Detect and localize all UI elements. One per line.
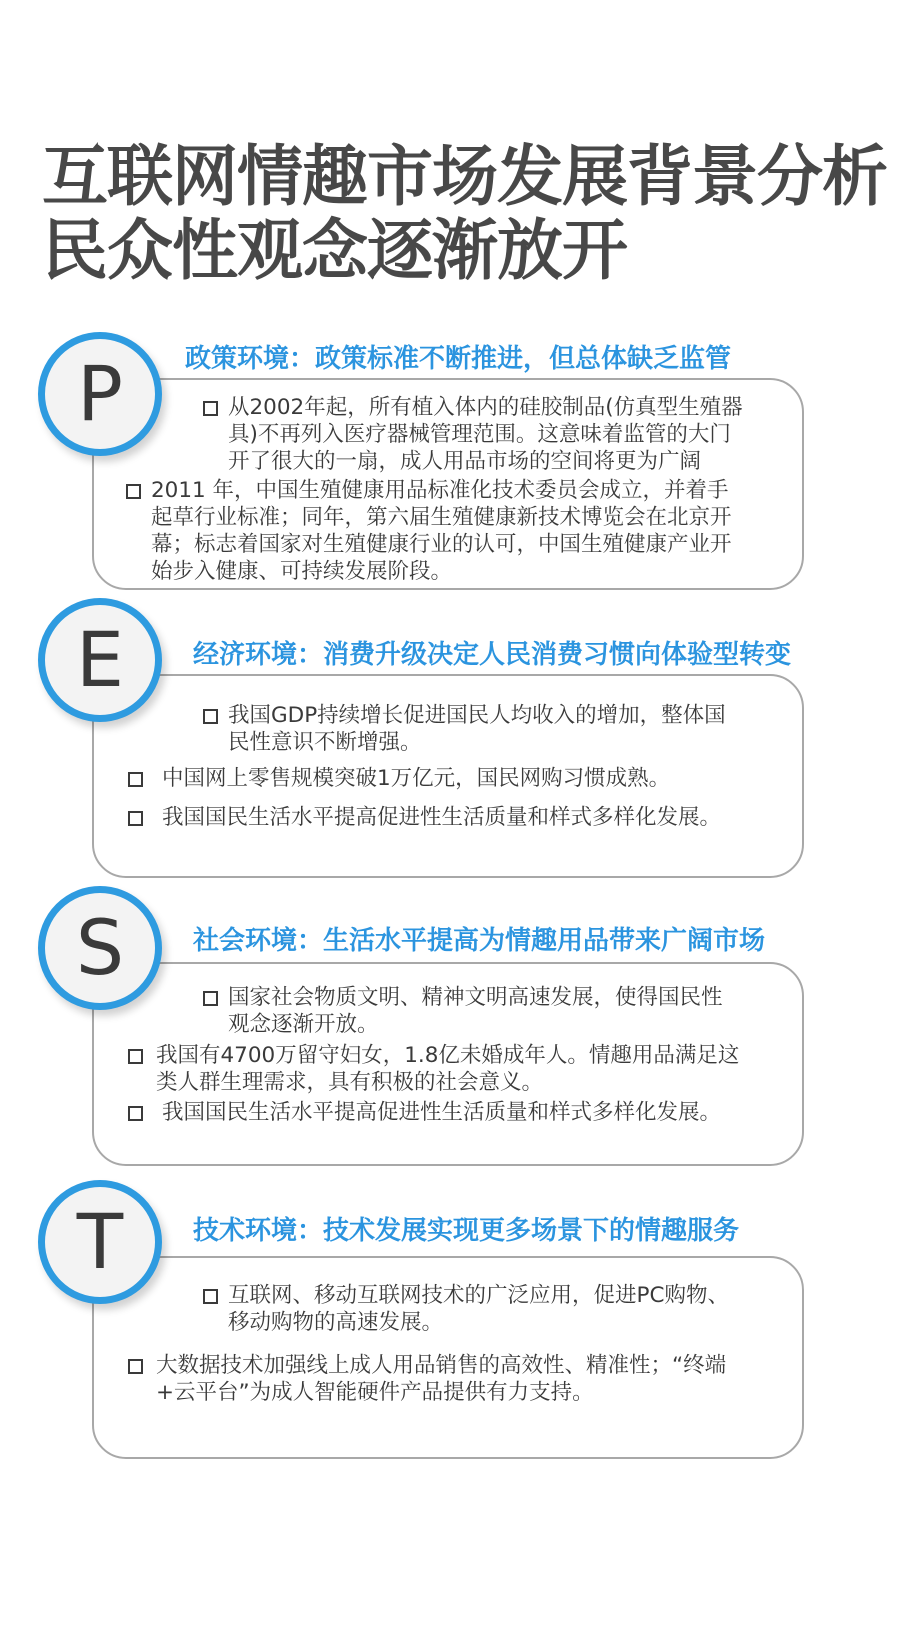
square-bullet-icon [128, 1359, 143, 1374]
letter-badge [38, 886, 162, 1010]
bullet-item [203, 984, 743, 1038]
bullet-item [128, 1099, 768, 1126]
bullet-text: 从2002年起，所有植入体内的硅胶制品(仿真型生殖器具)不再列入医疗器械管理范围。这意味着监管的大门开了很大的一扇，成人用品市场的空间将更为广阔 [228, 395, 743, 474]
page-title [42, 138, 887, 289]
bullet-text: 我国国民生活水平提高促进性生活质量和样式多样化发展。 [162, 805, 722, 830]
section-heading: 技术环境：技术发展实现更多场景下的情趣服务 [193, 1216, 740, 1246]
letter-badge [38, 598, 162, 722]
square-bullet-icon [128, 772, 143, 787]
letter-badge [38, 332, 162, 456]
bullet-text: 中国网上零售规模突破1万亿元，国民网购习惯成熟。 [162, 766, 671, 791]
badge-letter: E [75, 615, 125, 704]
section-policy [0, 328, 920, 593]
bullet-text: 我国国民生活水平提高促进性生活质量和样式多样化发展。 [162, 1100, 722, 1125]
square-bullet-icon [128, 1049, 143, 1064]
bullet-item [128, 804, 768, 831]
bullet-text: 我国GDP持续增长促进国民人均收入的增加，整体国民性意识不断增强。 [228, 703, 726, 755]
bullet-item [203, 702, 743, 756]
title-line-1: 互联网情趣市场发展背景分析 [42, 138, 887, 215]
bullet-text: 我国有4700万留守妇女，1.8亿未婚成年人。情趣用品满足这类人群生理需求，具有积极的社会意义。 [156, 1043, 740, 1095]
bullet-item [203, 1282, 743, 1336]
bullet-item [126, 477, 748, 585]
square-bullet-icon [203, 1289, 218, 1304]
section-society [0, 882, 920, 1169]
section-heading: 社会环境：生活水平提高为情趣用品带来广阔市场 [193, 926, 766, 956]
letter-badge [38, 1180, 162, 1304]
square-bullet-icon [128, 811, 143, 826]
badge-letter: S [75, 903, 125, 992]
bullet-text: 国家社会物质文明、精神文明高速发展，使得国民性观念逐渐开放。 [228, 985, 723, 1037]
section-technology [0, 1176, 920, 1462]
bullet-item [128, 765, 768, 792]
bullet-text: 大数据技术加强线上成人用品销售的高效性、精准性；“终端+云平台”为成人智能硬件产品提供有力支持。 [156, 1353, 727, 1405]
title-line-2: 民众性观念逐渐放开 [42, 212, 627, 289]
square-bullet-icon [203, 401, 218, 416]
section-economy [0, 594, 920, 879]
square-bullet-icon [203, 709, 218, 724]
badge-letter: P [77, 349, 123, 438]
square-bullet-icon [126, 484, 141, 499]
bullet-item [203, 394, 748, 475]
bullet-item [128, 1042, 743, 1096]
bullet-item [128, 1352, 743, 1406]
badge-letter: T [76, 1197, 124, 1286]
section-heading: 政策环境：政策标准不断推进，但总体缺乏监管 [185, 344, 732, 374]
square-bullet-icon [203, 991, 218, 1006]
section-heading: 经济环境：消费升级决定人民消费习惯向体验型转变 [193, 640, 792, 670]
square-bullet-icon [128, 1106, 143, 1121]
bullet-text: 互联网、移动互联网技术的广泛应用，促进PC购物、移动购物的高速发展。 [228, 1283, 729, 1335]
bullet-text: 2011 年，中国生殖健康用品标准化技术委员会成立，并着手起草行业标准；同年，第六届生殖健康新技术博览会在北京开幕；标志着国家对生殖健康行业的认可，中国生殖健康产业开始步入健康、可持续发展阶段。 [151, 478, 732, 584]
